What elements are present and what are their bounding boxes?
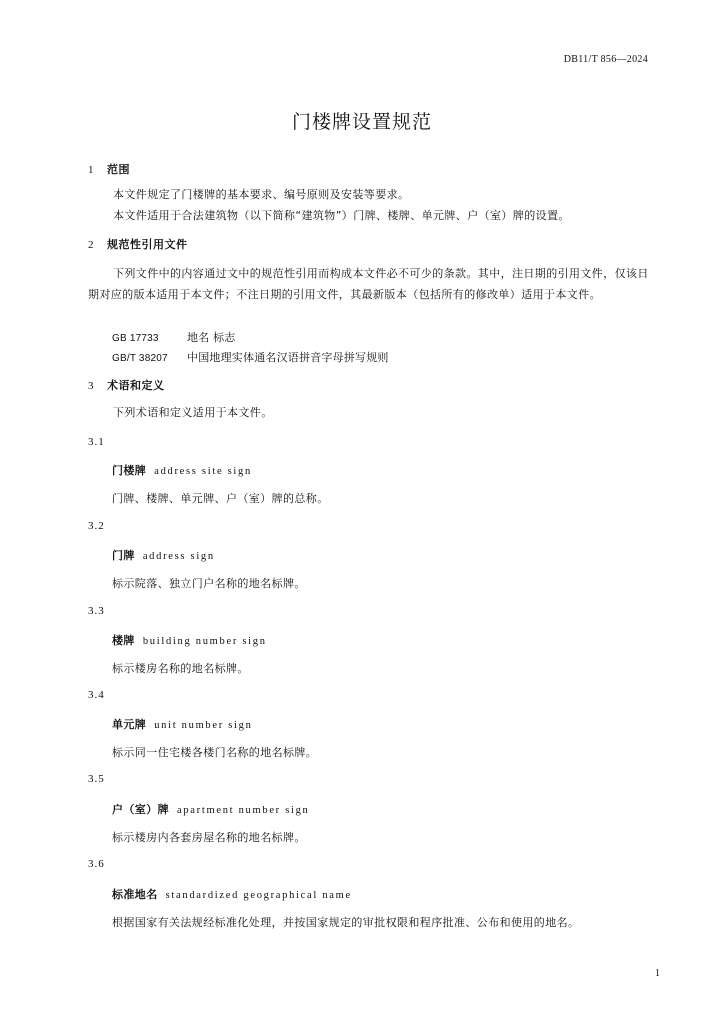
term-english: building number sign [142,636,267,647]
term-english: standardized geographical name [165,890,352,901]
clause-number: 3.6 [88,858,105,870]
term-entry [112,632,267,648]
term-chinese: 门楼牌 [112,464,147,477]
scope-line-2: 本文件适用于合法建筑物（以下简称“建筑物”）门牌、楼牌、单元牌、户（室）牌的设置。 [113,209,570,222]
terms-intro: 下列术语和定义适用于本文件。 [113,406,273,419]
clause-number: 3.2 [88,520,105,532]
term-definition: 标示同一住宅楼各楼门名称的地名标牌。 [112,746,318,759]
term-entry [112,547,215,563]
term-english: address site sign [154,466,252,477]
reference-code: GB 17733 [112,333,159,344]
term-chinese: 户（室）牌 [112,803,169,816]
reference-item [112,329,236,345]
scope-line-1: 本文件规定了门楼牌的基本要求、编号原则及安装等要求。 [113,188,410,201]
normative-references-paragraph: 下列文件中的内容通过文中的规范性引用而构成本文件必不可少的条款。其中，注日期的引用文件，仅该日期对应的版本适用于本文件；不注日期的引用文件，其最新版本（包括所有的修改单）适用于本文件。 [88,267,649,301]
section-3-heading [88,377,165,393]
section-title: 范围 [107,163,130,176]
term-chinese: 单元牌 [112,718,147,731]
section-number: 1 [88,164,94,176]
term-entry [112,886,352,902]
term-english: apartment number sign [177,805,310,816]
clause-number: 3.5 [88,773,105,785]
term-definition: 标示院落、独立门户名称的地名标牌。 [112,577,306,590]
section-title: 术语和定义 [107,379,165,392]
term-chinese: 门牌 [112,549,135,562]
clause-number: 3.4 [88,689,105,701]
term-entry [112,462,252,478]
term-english: unit number sign [154,720,253,731]
reference-name: 中国地理实体通名汉语拼音字母拼写规则 [187,351,389,364]
standard-code: DB11/T 856—2024 [563,54,648,65]
term-entry [112,801,310,817]
section-number: 3 [88,380,94,392]
term-definition: 标示楼房名称的地名标牌。 [112,662,249,675]
page-number: 1 [655,968,660,979]
term-chinese: 楼牌 [112,634,135,647]
document-title: 门楼牌设置规范 [291,111,432,133]
term-english: address sign [142,551,215,562]
section-number: 2 [88,239,94,251]
term-entry [112,716,253,732]
clause-number: 3.3 [88,605,105,617]
section-title: 规范性引用文件 [107,238,188,251]
term-chinese: 标准地名 [112,888,158,901]
reference-code: GB/T 38207 [112,353,168,364]
reference-item [112,349,389,365]
term-definition: 门牌、楼牌、单元牌、户（室）牌的总称。 [112,492,329,505]
section-2-heading [88,236,188,252]
section-1-heading [88,161,130,177]
clause-number: 3.1 [88,436,105,448]
term-definition: 根据国家有关法规经标准化处理，并按国家规定的审批权限和程序批准、公布和使用的地名。 [112,916,580,929]
term-definition: 标示楼房内各套房屋名称的地名标牌。 [112,831,306,844]
reference-name: 地名 标志 [187,331,236,344]
